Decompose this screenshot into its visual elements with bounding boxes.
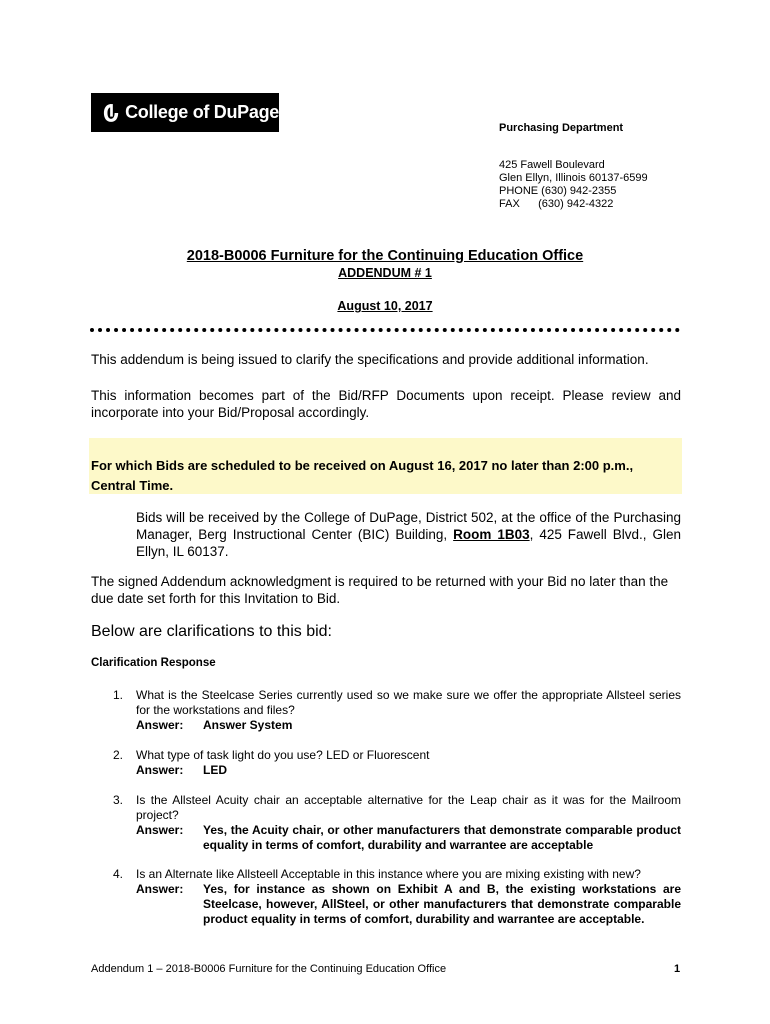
- question-number: 4.: [113, 867, 124, 881]
- answer-row: [136, 763, 681, 778]
- answer-label: Answer:: [136, 823, 184, 837]
- answer-text: LED: [203, 763, 227, 777]
- question-number: 3.: [113, 793, 124, 807]
- answer-text: Yes, for instance as shown on Exhibit A and B, the existing workstations are Steelcase, however, AllSteel, or other manufacturers that demonstrate comparable product equality in terms of comfort, durability and warrantee are acceptable.: [203, 882, 681, 926]
- college-logo: [91, 93, 279, 132]
- answer-text: Answer System: [203, 718, 293, 732]
- bids-location-address: , 425 Fawell Blvd., Glen Ellyn, IL 60137.: [136, 527, 681, 559]
- addendum-number: ADDENDUM # 1: [338, 266, 432, 280]
- answer-text: Yes, the Acuity chair, or other manufacturers that demonstrate comparable product equality in terms of comfort, durability and warrantee are acceptable: [203, 823, 681, 852]
- bids-location-paragraph: [136, 509, 681, 560]
- clarification-response-label: Clarification Response: [91, 657, 216, 669]
- answer-row: [136, 882, 681, 927]
- department-name: Purchasing Department: [499, 122, 624, 134]
- acknowledgment-paragraph: The signed Addendum acknowledgment is required to be returned with your Bid no later than the due date set forth for this Invitation to Bid.: [91, 574, 669, 606]
- room-number: Room 1B03: [453, 527, 530, 542]
- bids-location-text: Bids will be received by the College of DuPage, District 502, at the office of the Purchasing Manager, Berg Instructional Center (BIC) Building,: [136, 510, 681, 542]
- document-title: 2018-B0006 Furniture for the Continuing Education Office: [186, 248, 584, 264]
- address-city: Glen Ellyn, Illinois 60137-6599: [499, 172, 648, 184]
- answer-label: Answer:: [136, 763, 184, 777]
- deadline-text: For which Bids are scheduled to be received on August 16, 2017 no later than 2:00 p.m., Central Time.: [91, 458, 634, 493]
- question-text: Is an Alternate like Allsteell Acceptable in this instance where you are mixing existing with new?: [136, 867, 641, 881]
- clarifications-heading: Below are clarifications to this bid:: [91, 623, 332, 640]
- intro-paragraph: This addendum is being issued to clarify the specifications and provide additional information.: [91, 352, 649, 367]
- question-text: What is the Steelcase Series currently used so we make sure we offer the appropriate Allsteel series for the workstations and files?: [136, 688, 681, 717]
- fax-number: FAX (630) 942-4322: [499, 198, 614, 210]
- info-paragraph: This information becomes part of the Bid/RFP Documents upon receipt. Please review and incorporate into your Bid/Proposal accordingly.: [91, 388, 681, 420]
- dotted-divider: [90, 328, 680, 332]
- answer-label: Answer:: [136, 882, 184, 896]
- answer-row: [136, 718, 681, 733]
- college-logo-icon: [103, 102, 119, 124]
- logo-text: College of DuPage: [125, 102, 279, 122]
- question-text: What type of task light do you use? LED or Fluorescent: [136, 748, 430, 762]
- address-street: 425 Fawell Boulevard: [499, 159, 605, 171]
- answer-label: Answer:: [136, 718, 184, 732]
- question-number: 1.: [113, 688, 124, 702]
- addendum-date: August 10, 2017: [337, 299, 433, 313]
- question-number: 2.: [113, 748, 124, 762]
- page-number: 1: [674, 963, 681, 975]
- answer-row: [136, 823, 681, 853]
- address-block: [499, 159, 648, 211]
- question-text: Is the Allsteel Acuity chair an acceptable alternative for the Leap chair as it was for the Mailroom project?: [136, 793, 681, 822]
- phone-number: PHONE (630) 942-2355: [499, 185, 617, 197]
- page-footer: Addendum 1 – 2018-B0006 Furniture for the Continuing Education Office: [91, 963, 447, 975]
